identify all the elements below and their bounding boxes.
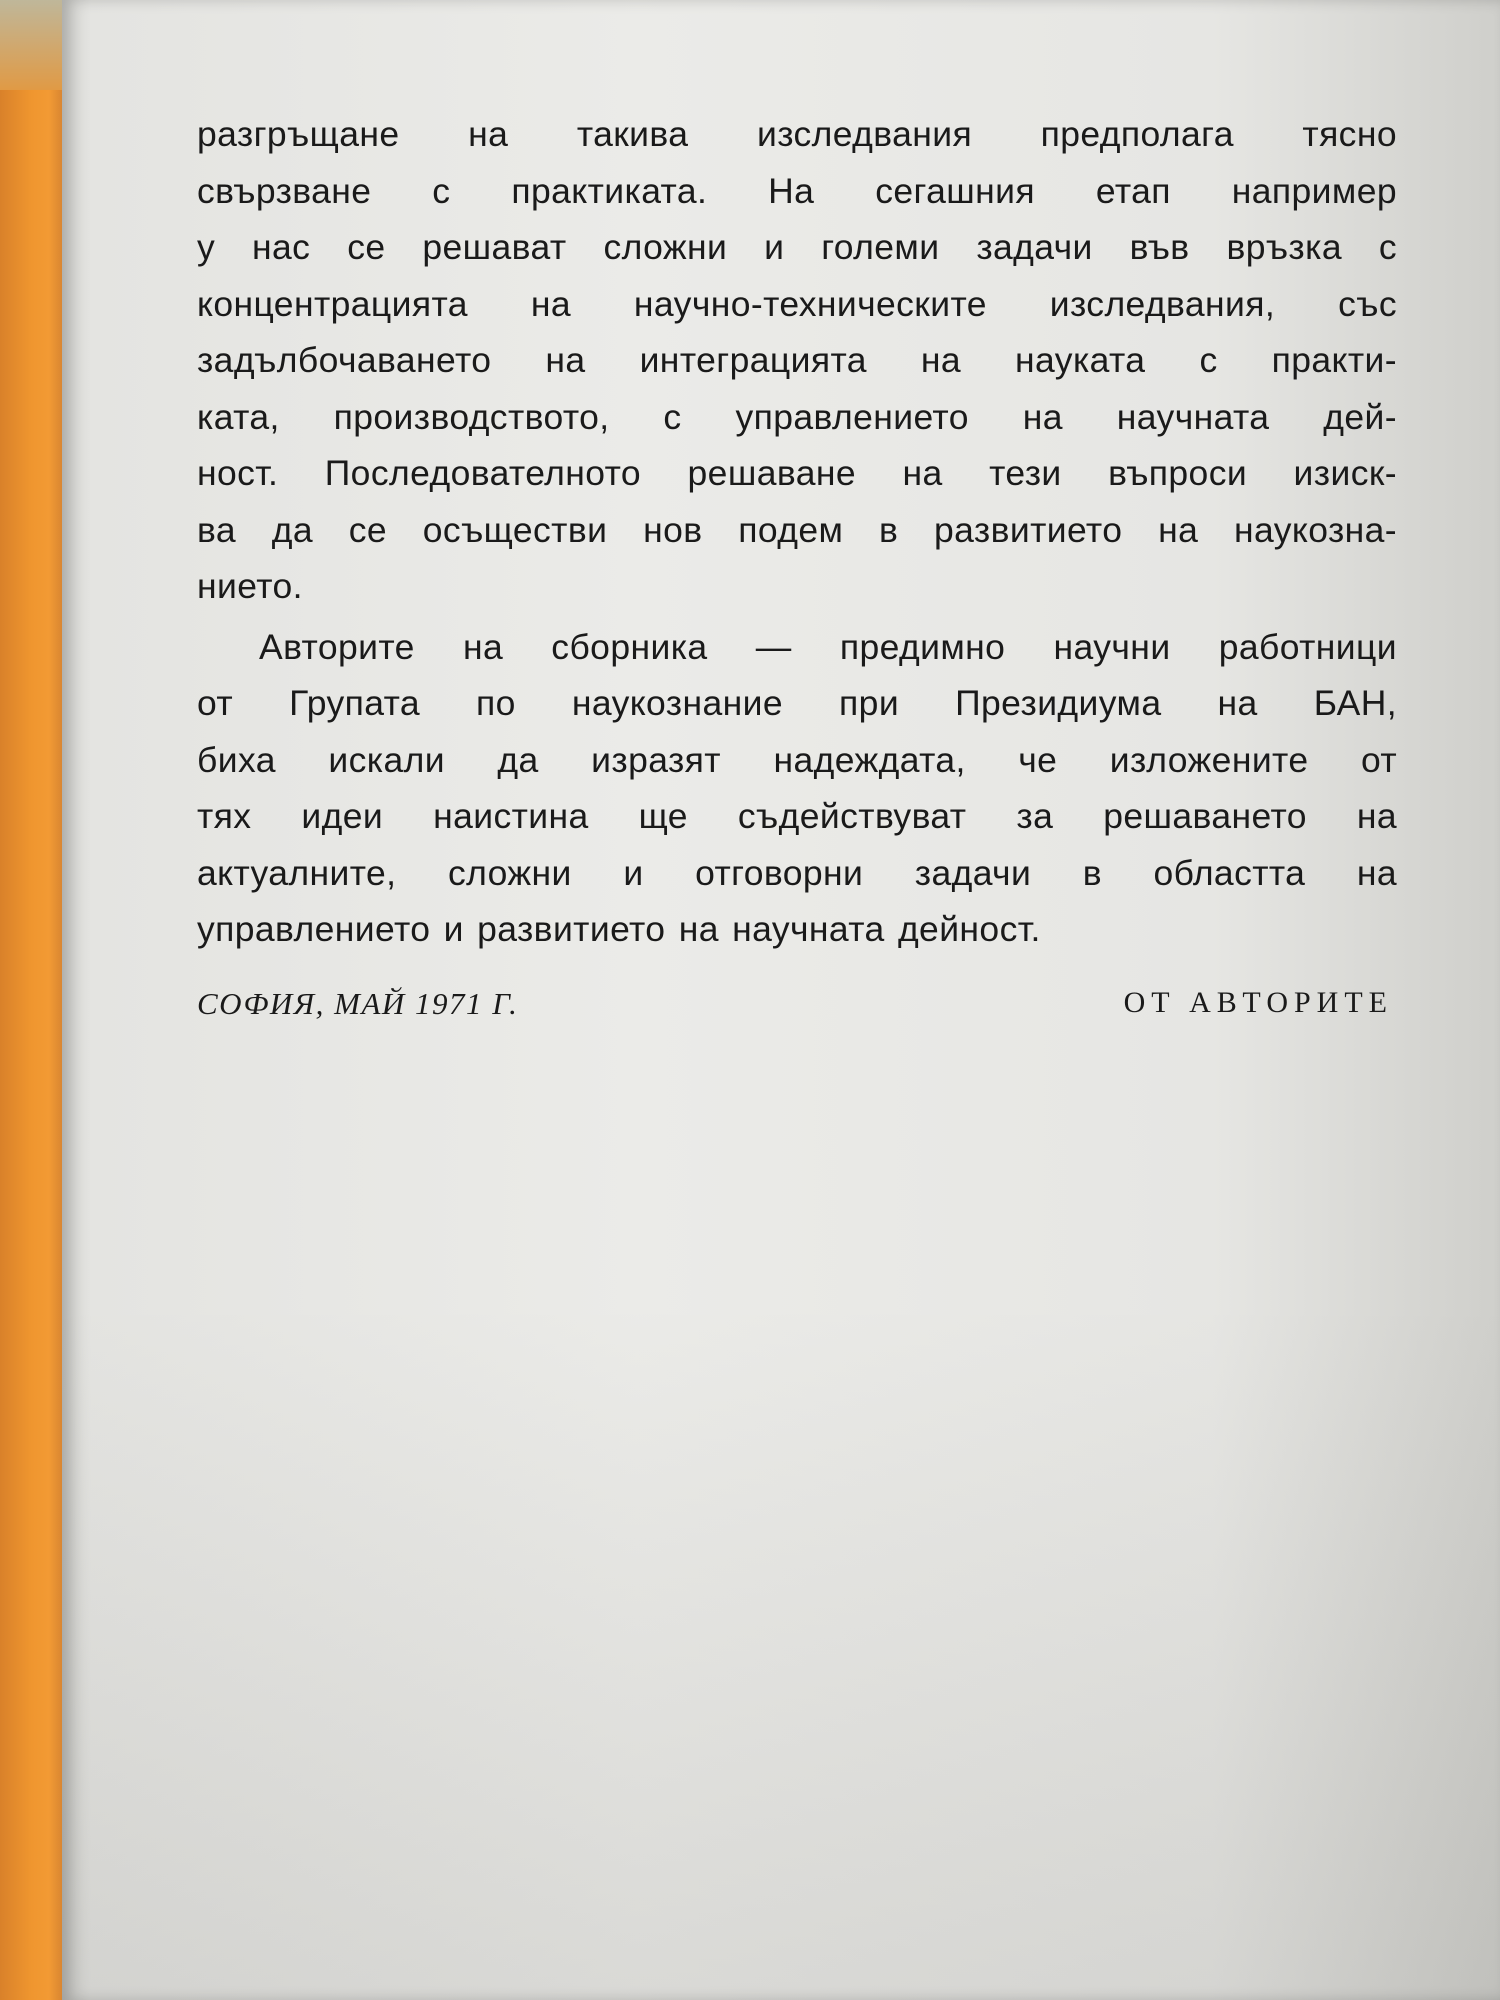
book-cover-edge-top	[0, 0, 70, 90]
text-line: актуалните, сложни и отговорни задачи в областта на	[197, 852, 1397, 893]
text-line: концентрацията на научно-техническите изследвания, със	[197, 283, 1397, 324]
text-line: разгръщане на такива изследвания предполага тясно	[197, 114, 1397, 154]
text-line: нието.	[197, 566, 303, 606]
book-cover-edge	[0, 0, 70, 2000]
text-line: биха искали да изразят надеждата, че изложените от	[197, 739, 1397, 780]
paragraph-2	[197, 619, 1397, 958]
signature	[197, 986, 1393, 1036]
text-line: Авторите на сборника — предимно научни работници	[259, 626, 1397, 667]
place-date: СОФИЯ, МАЙ 1971 Г.	[197, 986, 519, 1021]
text-line: управлението и развитието на научната дейност.	[197, 909, 1041, 949]
text-line: ва да се осъществи нов подем в развитието на наукозна-	[197, 509, 1397, 550]
text-line: задълбочаването на интеграцията на науката с практи-	[197, 340, 1397, 380]
text-line: ност. Последователното решаване на тези въпроси изиск-	[197, 453, 1397, 493]
text-line: свързване с практиката. На сегашния етап например	[197, 170, 1397, 211]
signature-authors: ОТ АВТОРИТЕ	[1123, 986, 1393, 1019]
paragraph-1	[197, 106, 1397, 615]
page-text	[197, 106, 1397, 958]
text-line: у нас се решават сложни и големи задачи във връзка с	[197, 227, 1397, 267]
text-line: тях идеи наистина ще съдействуват за решаването на	[197, 796, 1397, 836]
text-line: от Групата по наукознание при Президиума на БАН,	[197, 683, 1397, 723]
text-line: ката, производството, с управлението на научната дей-	[197, 396, 1397, 437]
